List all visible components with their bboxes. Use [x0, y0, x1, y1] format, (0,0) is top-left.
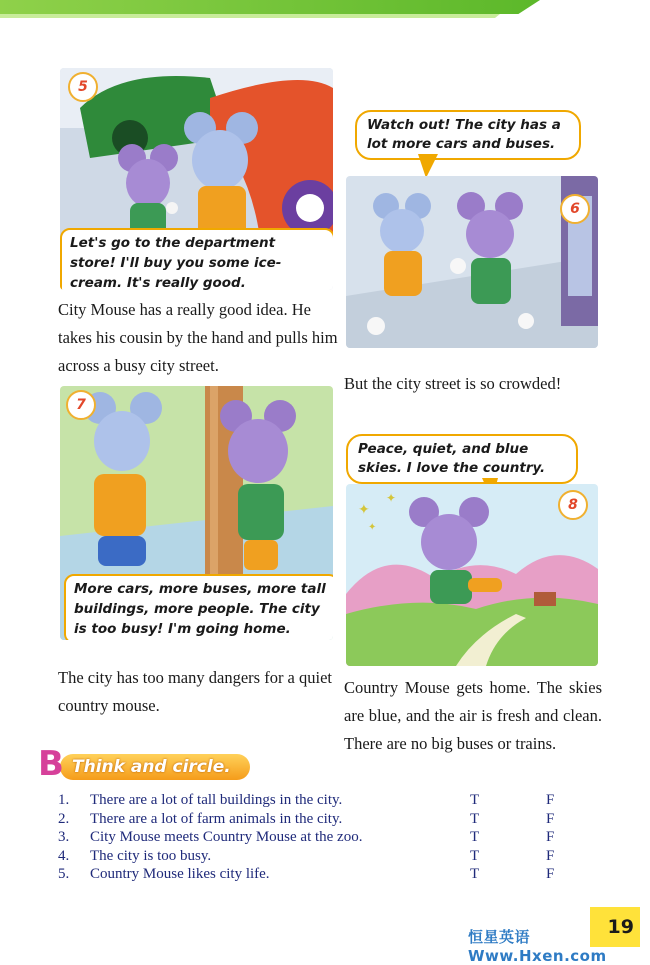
story-text-6: But the city street is so crowded!: [344, 374, 562, 393]
question-row: [58, 847, 578, 866]
question-text: There are a lot of tall buildings in the city.: [90, 792, 343, 808]
comic-panel-7: [60, 386, 333, 640]
question-row: [58, 791, 578, 810]
false-option[interactable]: F: [546, 810, 555, 827]
top-decoration-stripe: [0, 14, 500, 18]
true-option[interactable]: T: [470, 829, 480, 845]
comic-panel-5: [60, 68, 333, 290]
question-number: 1.: [58, 792, 70, 808]
question-row: [58, 828, 578, 847]
true-option[interactable]: T: [470, 866, 480, 882]
story-text-7: The city has too many dangers for a quiet country mouse.: [58, 668, 332, 715]
false-option[interactable]: F: [546, 792, 555, 808]
section-b-title: Think and circle.: [72, 757, 231, 777]
false-option[interactable]: F: [546, 829, 555, 845]
speech-tail-6: [418, 154, 438, 178]
true-option[interactable]: T: [470, 792, 480, 808]
question-text: There are a lot of farm animals in the city.: [90, 810, 343, 827]
question-number: 3.: [58, 829, 70, 845]
question-text: Country Mouse likes city life.: [90, 866, 270, 882]
section-b-letter: B: [38, 744, 64, 784]
panel-number-badge: 5: [68, 72, 98, 102]
panel-5-speech: Let's go to the department store! I'll buy you some ice-cream. It's really good.: [60, 228, 333, 290]
false-option[interactable]: F: [546, 866, 555, 882]
panel-number-badge: 7: [66, 390, 96, 420]
panel-number-badge: 6: [560, 194, 590, 224]
comic-panel-8: [346, 484, 598, 666]
question-number: 2.: [58, 810, 70, 827]
svg-text:✦: ✦: [386, 491, 397, 505]
comic-panel-6: [346, 176, 598, 348]
true-option[interactable]: T: [470, 810, 480, 827]
true-option[interactable]: T: [470, 847, 480, 864]
panel-7-speech: More cars, more buses, more tall buildings, more people. The city is too busy! I'm going home.: [64, 574, 333, 640]
question-text: The city is too busy.: [90, 847, 212, 864]
question-row: [58, 810, 578, 829]
panel-number-badge: 8: [558, 490, 588, 520]
section-b-header: [38, 744, 253, 784]
panel-8-speech: Peace, quiet, and blue skies. I love the country.: [346, 434, 578, 484]
story-text-8: Country Mouse gets home. The skies are blue, and the air is fresh and clean. There are no big buses or trains.: [344, 678, 602, 753]
question-row: [58, 865, 578, 884]
story-text-5: City Mouse has a really good idea. He takes his cousin by the hand and pulls him across a busy city street.: [58, 300, 338, 375]
question-list: [58, 791, 578, 884]
page-number: 19: [590, 907, 640, 947]
svg-text:✦: ✦: [358, 503, 370, 518]
svg-text:✦: ✦: [368, 522, 377, 533]
panel-6-illustration: [346, 176, 598, 348]
top-decoration-bar: [0, 0, 540, 14]
false-option[interactable]: F: [546, 847, 555, 864]
question-text: City Mouse meets Country Mouse at the zoo.: [90, 829, 363, 845]
watermark: 恒星英语 Www.Hxen.com: [468, 928, 607, 965]
question-number: 5.: [58, 866, 70, 882]
question-number: 4.: [58, 847, 70, 864]
panel-6-speech: Watch out! The city has a lot more cars and buses.: [355, 110, 581, 160]
